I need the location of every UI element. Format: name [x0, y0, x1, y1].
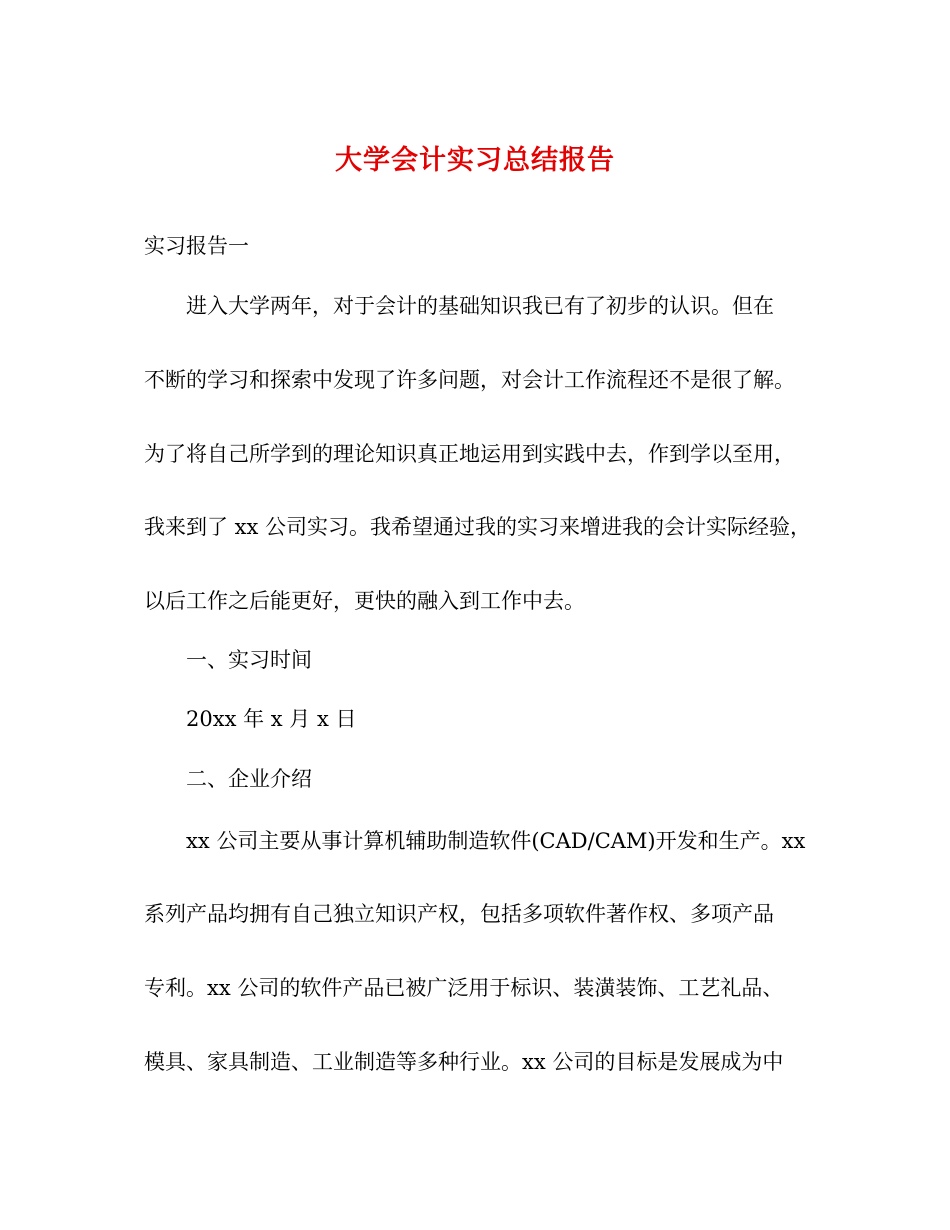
document-title: 大学会计实习总结报告 [335, 145, 615, 176]
paragraph-line: 进入大学两年，对于会计的基础知识我已有了初步的认识。但在 [186, 294, 774, 318]
internship-date: 20xx 年 x 月 x 日 [186, 707, 357, 731]
paragraph-line: 系列产品均拥有自己独立知识产权，包括多项软件著作权、多项产品 [144, 902, 774, 926]
paragraph-line: 以后工作之后能更好，更快的融入到工作中去。 [144, 589, 585, 613]
paragraph-line: 我来到了 xx 公司实习。我希望通过我的实习来增进我的会计实际经验， [144, 515, 812, 539]
paragraph-line: 专利。xx 公司的软件产品已被广泛用于标识、装潢装饰、工艺礼品、 [144, 976, 784, 1000]
paragraph-line: 为了将自己所学到的理论知识真正地运用到实践中去，作到学以至用， [144, 442, 795, 466]
section-heading-report-one: 实习报告一 [144, 234, 249, 258]
paragraph-line: 不断的学习和探索中发现了许多问题，对会计工作流程还不是很了解。 [144, 368, 795, 392]
paragraph-line: xx 公司主要从事计算机辅助制造软件(CAD/CAM)开发和生产。xx [186, 829, 806, 853]
section-heading-internship-time: 一、实习时间 [186, 648, 312, 672]
paragraph-line: 模具、家具制造、工业制造等多种行业。xx 公司的目标是发展成为中 [144, 1050, 784, 1074]
section-heading-company-intro: 二、企业介绍 [186, 767, 312, 791]
